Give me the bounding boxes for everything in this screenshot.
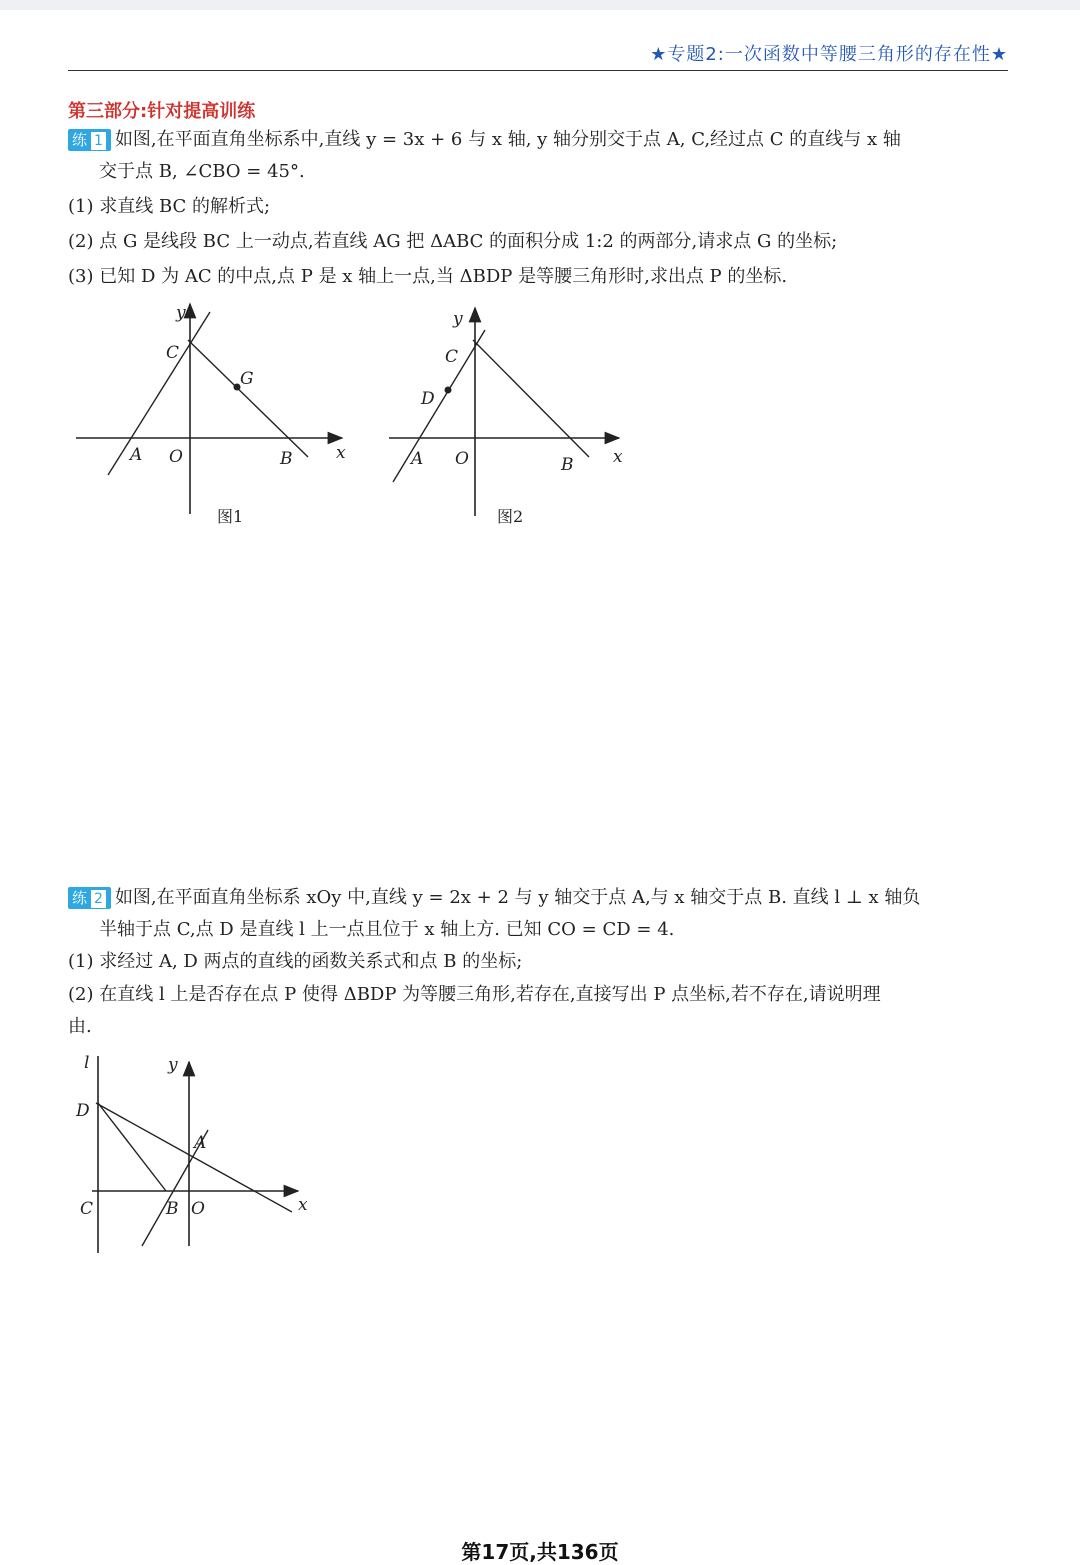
header-title: ★专题2:一次函数中等腰三角形的存在性★ bbox=[650, 44, 1008, 65]
label-b: B bbox=[166, 1199, 179, 1219]
point-d bbox=[445, 387, 452, 394]
figure-1-caption: 图1 bbox=[217, 507, 244, 526]
ex1-question-2: (2) 点 G 是线段 BC 上一动点,若直线 AG 把 ΔABC 的面积分成 1:2 的两部分,请求点 G 的坐标; bbox=[68, 231, 838, 252]
ex1-stem-line2: 交于点 B, ∠CBO = 45°. bbox=[99, 161, 305, 182]
line-cb bbox=[473, 340, 589, 457]
label-c: C bbox=[166, 343, 180, 363]
ex2-stem-line2: 半轴于点 C,点 D 是直线 l 上一点且位于 x 轴上方. 已知 CO = CD = 4. bbox=[99, 919, 675, 940]
label-c: C bbox=[445, 347, 459, 367]
label-b: B bbox=[280, 449, 293, 469]
line-db bbox=[98, 1103, 166, 1191]
page-number: 第17页,共136页 bbox=[461, 1540, 619, 1564]
line-ac bbox=[393, 330, 485, 482]
label-b: B bbox=[561, 455, 574, 475]
label-d: D bbox=[76, 1101, 90, 1121]
label-o: O bbox=[455, 449, 469, 469]
label-x: x bbox=[298, 1195, 308, 1215]
label-a: A bbox=[194, 1133, 207, 1153]
ex1-question-3: (3) 已知 D 为 AC 的中点,点 P 是 x 轴上一点,当 ΔBDP 是等腰三角形时,求出点 P 的坐标. bbox=[68, 266, 788, 287]
ex1-figure-2 bbox=[385, 300, 675, 540]
label-a: A bbox=[130, 445, 143, 465]
ex2-figure bbox=[70, 1048, 330, 1263]
label-d: D bbox=[421, 389, 435, 409]
ex2-question-2-line2: 由. bbox=[68, 1016, 92, 1037]
line-cb bbox=[188, 340, 308, 457]
label-c: C bbox=[80, 1199, 94, 1219]
ex1-stem-line1: 练 1 如图,在平面直角坐标系中,直线 y = 3x + 6 与 x 轴, y 轴分别交于点 A, C,经过点 C 的直线与 x 轴 bbox=[68, 128, 901, 152]
label-l: l bbox=[84, 1053, 90, 1073]
line-ac bbox=[108, 312, 210, 475]
label-x: x bbox=[336, 443, 346, 463]
ex1-question-1: (1) 求直线 BC 的解析式; bbox=[68, 196, 271, 217]
ex1-badge: 练 1 bbox=[68, 129, 111, 151]
top-bar bbox=[0, 0, 1080, 10]
ex2-badge: 练 2 bbox=[68, 887, 111, 909]
label-o: O bbox=[191, 1199, 205, 1219]
ex1-figure-1 bbox=[70, 300, 360, 540]
label-y: y bbox=[453, 309, 463, 329]
ex2-question-1: (1) 求经过 A, D 两点的直线的函数关系式和点 B 的坐标; bbox=[68, 951, 523, 972]
label-g: G bbox=[240, 369, 254, 389]
figure-2-caption: 图2 bbox=[497, 507, 524, 526]
label-y: y bbox=[168, 1055, 178, 1075]
label-y: y bbox=[176, 303, 186, 323]
label-x: x bbox=[613, 447, 623, 467]
label-o: O bbox=[169, 447, 183, 467]
label-a: A bbox=[411, 449, 424, 469]
section-title: 第三部分:针对提高训练 bbox=[68, 101, 256, 122]
line-da bbox=[96, 1103, 292, 1212]
header-rule bbox=[68, 70, 1008, 71]
ex2-question-2-line1: (2) 在直线 l 上是否存在点 P 使得 ΔBDP 为等腰三角形,若存在,直接写出 P 点坐标,若不存在,请说明理 bbox=[68, 984, 881, 1005]
ex2-stem-line1: 练 2 如图,在平面直角坐标系 xOy 中,直线 y = 2x + 2 与 y 轴交于点 A,与 x 轴交于点 B. 直线 l ⊥ x 轴负 bbox=[68, 886, 920, 910]
